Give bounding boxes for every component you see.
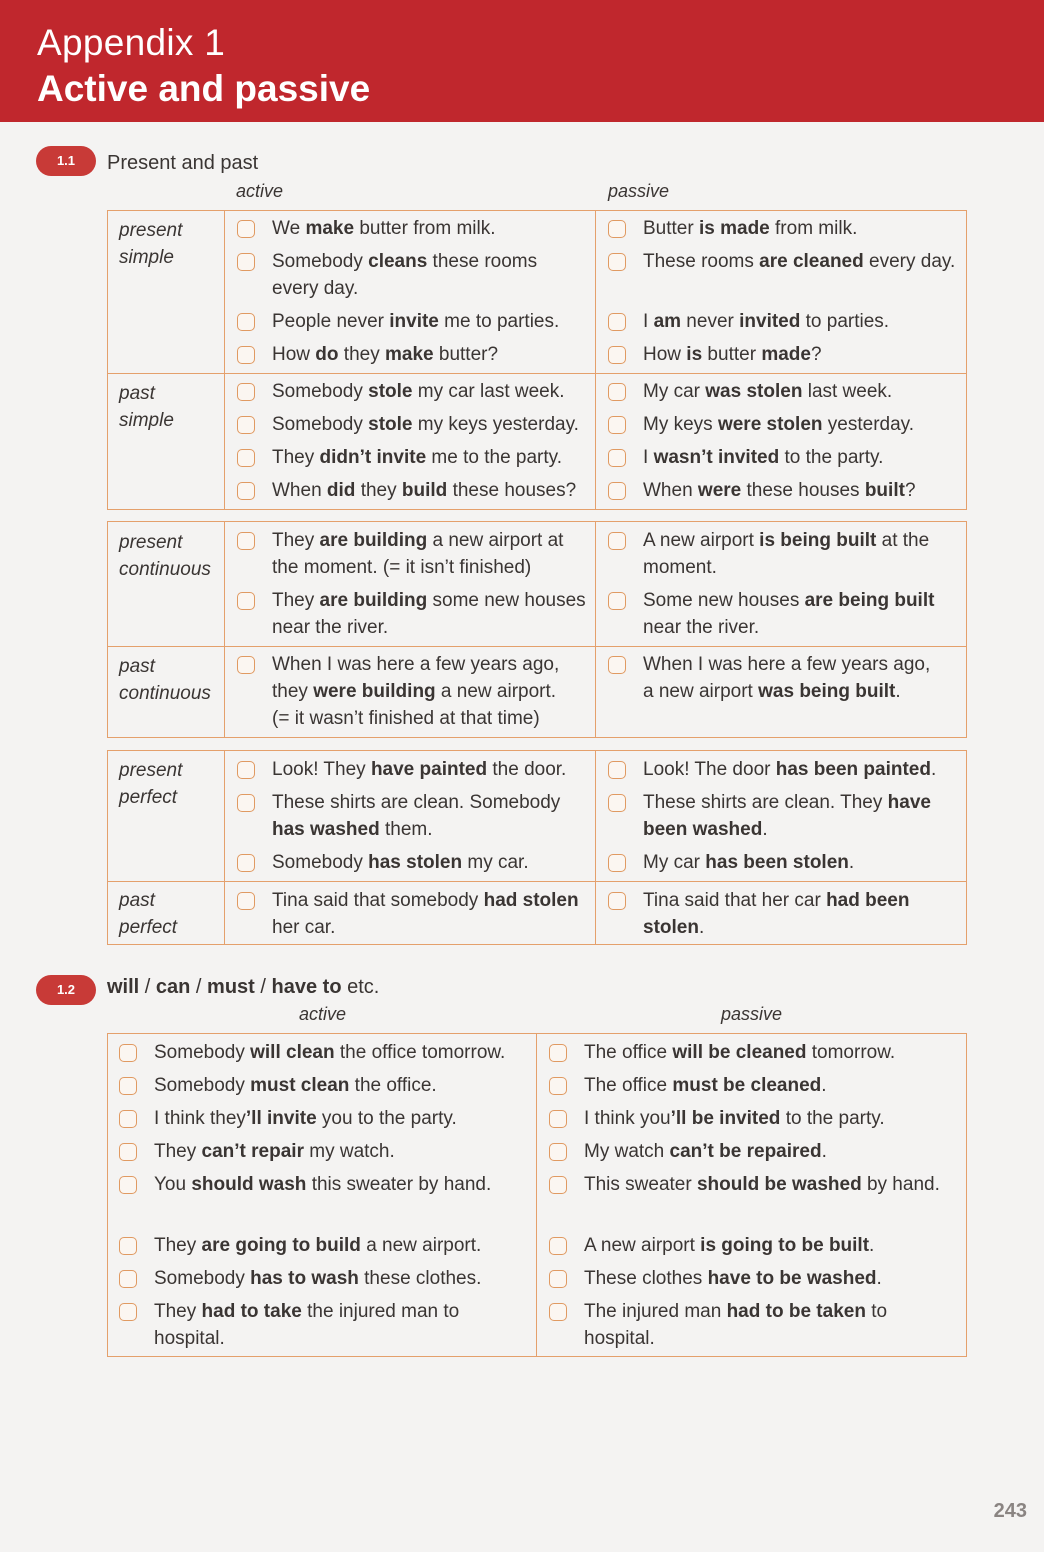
sentence-text: at the moment. xyxy=(643,530,930,578)
verb-form: has been stolen xyxy=(705,852,849,873)
verb-form: are being built xyxy=(804,590,935,611)
sentence-passive xyxy=(584,1072,964,1099)
sentence-passive xyxy=(643,527,951,581)
sentence-passive xyxy=(584,1232,964,1259)
checkbox[interactable] xyxy=(608,854,626,872)
checkbox[interactable] xyxy=(119,1237,137,1255)
checkbox[interactable] xyxy=(237,532,255,550)
verb-form: wasn’t invited xyxy=(653,447,780,468)
sentence-text: Look! The door xyxy=(643,759,776,780)
section-title-1-2: will / can / must / have to etc. xyxy=(107,976,380,998)
checkbox[interactable] xyxy=(119,1110,137,1128)
sentence-text: These shirts are clean. Somebody xyxy=(272,792,561,813)
sentence-text: the office. xyxy=(349,1075,437,1096)
sentence-text: My keys xyxy=(643,414,718,435)
page-header xyxy=(0,0,1044,122)
sentence-text: the injured man to hospital. xyxy=(154,1301,460,1349)
sentence-text: butter xyxy=(702,344,762,365)
verb-form: didn’t invite xyxy=(319,447,427,468)
sentence-text: The office xyxy=(584,1042,673,1063)
sentence-text: . xyxy=(876,1268,882,1289)
sentence-text: . xyxy=(821,1141,827,1162)
verb-form: have been washed xyxy=(643,792,931,840)
sentence-text: These clothes xyxy=(584,1268,708,1289)
sentence-text: A new airport xyxy=(584,1235,701,1256)
sentence-text: Somebody xyxy=(272,251,369,272)
verb-form: make xyxy=(385,344,434,365)
sentence-passive xyxy=(584,1298,914,1352)
checkbox[interactable] xyxy=(549,1110,567,1128)
sentence-text: When I was here a few years ago, they xyxy=(272,654,560,702)
sentence-text: they xyxy=(338,344,385,365)
verb-form: built xyxy=(864,480,905,501)
checkbox[interactable] xyxy=(608,383,626,401)
checkbox[interactable] xyxy=(119,1143,137,1161)
sentence-text: every day. xyxy=(863,251,956,272)
sentence-passive xyxy=(584,1105,964,1132)
sentence-passive xyxy=(643,587,951,641)
sentence-text: ? xyxy=(810,344,822,365)
section-title-1-1: Present and past xyxy=(107,152,259,174)
sentence-text: Somebody xyxy=(154,1042,251,1063)
sentence-passive xyxy=(584,1265,964,1292)
verb-form: was being built xyxy=(758,681,896,702)
sentence-text: Somebody xyxy=(154,1075,251,1096)
verb-form: should wash xyxy=(191,1174,307,1195)
sentence-text: They xyxy=(272,530,320,551)
sentence-passive xyxy=(584,1171,964,1198)
sentence-passive xyxy=(643,341,961,368)
sentence-text: Tina said that her car xyxy=(643,890,827,911)
checkbox[interactable] xyxy=(549,1143,567,1161)
checkbox[interactable] xyxy=(119,1077,137,1095)
verb-form: had to be taken xyxy=(726,1301,866,1322)
verb-form: is made xyxy=(698,218,770,239)
verb-form: cleans xyxy=(368,251,428,272)
checkbox[interactable] xyxy=(608,253,626,271)
checkbox[interactable] xyxy=(237,253,255,271)
sentence-text: Somebody xyxy=(154,1268,251,1289)
tense-label: past continuous xyxy=(119,656,211,704)
verb-form: were xyxy=(697,480,742,501)
sentence-text: to the party. xyxy=(779,447,884,468)
sentence-text: You xyxy=(154,1174,192,1195)
sentence-text: The injured man xyxy=(584,1301,727,1322)
sentence-passive xyxy=(643,849,961,876)
sentence-active xyxy=(272,651,572,732)
sentence-text: When I was here a few years ago, a new airport xyxy=(643,654,931,702)
sentence-text: to parties. xyxy=(800,311,890,332)
checkbox[interactable] xyxy=(237,220,255,238)
verb-form: had to take xyxy=(201,1301,302,1322)
sentence-text: butter? xyxy=(433,344,499,365)
sentence-text: Tina said that somebody xyxy=(272,890,484,911)
checkbox[interactable] xyxy=(119,1044,137,1062)
sentence-text: They xyxy=(154,1235,202,1256)
column-header-active: active xyxy=(299,1004,347,1024)
checkbox[interactable] xyxy=(237,892,255,910)
sentence-text: How xyxy=(643,344,687,365)
sentence-text: My car xyxy=(643,381,706,402)
verb-form: have painted xyxy=(370,759,488,780)
sentence-active xyxy=(272,789,572,843)
checkbox[interactable] xyxy=(237,592,255,610)
verb-form: am xyxy=(653,311,682,332)
sentence-text: my car last week. xyxy=(412,381,565,402)
sentence-text: I think you xyxy=(584,1108,671,1129)
checkbox[interactable] xyxy=(237,383,255,401)
verb-form: should be washed xyxy=(696,1174,862,1195)
sentence-text: A new airport xyxy=(643,530,760,551)
checkbox[interactable] xyxy=(237,449,255,467)
sentence-text: I think they xyxy=(154,1108,246,1129)
verb-form: had stolen xyxy=(483,890,579,911)
verb-form: must be cleaned xyxy=(672,1075,822,1096)
checkbox[interactable] xyxy=(608,482,626,500)
sentence-active xyxy=(154,1171,532,1198)
sentence-text: Somebody xyxy=(272,852,369,873)
verb-form: stole xyxy=(368,381,413,402)
sentence-text: I xyxy=(643,311,654,332)
checkbox[interactable] xyxy=(549,1303,567,1321)
verb-form: do xyxy=(315,344,339,365)
sentence-text: . xyxy=(762,819,768,840)
checkbox[interactable] xyxy=(549,1044,567,1062)
sentence-text: . xyxy=(848,852,855,873)
verb-form: must clean xyxy=(250,1075,350,1096)
sentence-text: butter from milk. xyxy=(354,218,496,239)
sentence-text: these houses? xyxy=(447,480,577,501)
page-title: Active and passive xyxy=(37,68,371,109)
checkbox[interactable] xyxy=(608,656,626,674)
checkbox[interactable] xyxy=(237,794,255,812)
checkbox[interactable] xyxy=(549,1176,567,1194)
sentence-text: a new airport. xyxy=(360,1235,482,1256)
sentence-active xyxy=(272,444,588,471)
sentence-text: the office tomorrow. xyxy=(334,1042,506,1063)
sentence-text: never xyxy=(681,311,740,332)
checkbox[interactable] xyxy=(608,416,626,434)
sentence-passive xyxy=(584,1138,964,1165)
sentence-text: her car. xyxy=(272,917,336,938)
sentence-text: When xyxy=(643,480,698,501)
sentence-text: . xyxy=(821,1075,827,1096)
sentence-text: These rooms xyxy=(643,251,760,272)
verb-form: has washed xyxy=(272,819,380,840)
verb-form: ’ll invite xyxy=(245,1108,317,1129)
verb-form: is xyxy=(686,344,703,365)
verb-form: invite xyxy=(389,311,439,332)
sentence-active xyxy=(272,527,582,581)
sentence-text: some new houses near the river. xyxy=(272,590,586,638)
sentence-active xyxy=(272,477,588,504)
checkbox[interactable] xyxy=(237,656,255,674)
checkbox[interactable] xyxy=(237,346,255,364)
checkbox[interactable] xyxy=(237,854,255,872)
verb-form: ’ll be invited xyxy=(670,1108,781,1129)
section-badge-1-2: 1.2 xyxy=(36,975,96,1005)
column-header-passive: passive xyxy=(721,1004,783,1024)
verb-form: can’t repair xyxy=(201,1141,304,1162)
sentence-text: Look! They xyxy=(272,759,371,780)
sentence-active xyxy=(272,248,562,302)
table-simple xyxy=(107,210,967,510)
verb-form: had been stolen xyxy=(643,890,910,938)
table-continuous xyxy=(107,521,967,738)
checkbox[interactable] xyxy=(119,1270,137,1288)
sentence-text: to the party. xyxy=(780,1108,885,1129)
sentence-text: near the river. xyxy=(643,617,760,638)
sentence-text: from milk. xyxy=(769,218,858,239)
sentence-active xyxy=(272,215,588,242)
sentence-text: How xyxy=(272,344,316,365)
sentence-text: the door. xyxy=(487,759,567,780)
tense-label: past perfect xyxy=(119,890,178,938)
sentence-active xyxy=(272,378,588,405)
sentence-text: a new airport at the moment. (= it isn’t finished) xyxy=(272,530,564,578)
checkbox[interactable] xyxy=(237,482,255,500)
verb-form: will be cleaned xyxy=(672,1042,807,1063)
checkbox[interactable] xyxy=(608,313,626,331)
sentence-active xyxy=(154,1298,484,1352)
verb-form: will clean xyxy=(250,1042,335,1063)
checkbox[interactable] xyxy=(119,1176,137,1194)
checkbox[interactable] xyxy=(608,449,626,467)
sentence-text: Somebody xyxy=(272,381,369,402)
sentence-text: They xyxy=(154,1141,202,1162)
checkbox[interactable] xyxy=(608,794,626,812)
checkbox[interactable] xyxy=(237,313,255,331)
appendix-label: Appendix 1 xyxy=(37,22,226,63)
sentence-text: My watch xyxy=(584,1141,670,1162)
sentence-text: People never xyxy=(272,311,390,332)
sentence-active xyxy=(272,849,590,876)
verb-form: can’t be repaired xyxy=(669,1141,822,1162)
verb-form: has stolen xyxy=(368,852,463,873)
verb-form: stole xyxy=(368,414,413,435)
sentence-passive xyxy=(643,887,933,941)
column-header-active: active xyxy=(236,181,284,201)
verb-form: are building xyxy=(319,530,428,551)
sentence-active xyxy=(154,1138,532,1165)
tense-label: present perfect xyxy=(119,760,183,808)
sentence-active xyxy=(272,341,588,368)
sentence-text: by hand. xyxy=(861,1174,940,1195)
verb-form: invited xyxy=(739,311,801,332)
sentence-text: they xyxy=(355,480,402,501)
sentence-text: a new airport. (= it wasn’t finished at that time) xyxy=(272,681,557,729)
checkbox[interactable] xyxy=(237,416,255,434)
sentence-active xyxy=(272,756,590,783)
sentence-text: this sweater by hand. xyxy=(306,1174,492,1195)
sentence-passive xyxy=(643,477,961,504)
sentence-text: me to parties. xyxy=(438,311,560,332)
sentence-active xyxy=(154,1265,532,1292)
checkbox[interactable] xyxy=(608,220,626,238)
verb-form: are cleaned xyxy=(759,251,864,272)
page-number: 243 xyxy=(993,1500,1027,1522)
sentence-text: yesterday. xyxy=(822,414,915,435)
sentence-passive xyxy=(643,651,943,705)
verb-form: did xyxy=(326,480,356,501)
verb-form: are going to build xyxy=(201,1235,361,1256)
verb-form: has been painted xyxy=(775,759,931,780)
sentence-active xyxy=(154,1105,532,1132)
sentence-text: these rooms every day. xyxy=(272,251,538,299)
sentence-passive xyxy=(643,248,961,275)
checkbox[interactable] xyxy=(608,532,626,550)
sentence-text: these houses xyxy=(741,480,865,501)
checkbox[interactable] xyxy=(608,892,626,910)
sentence-text: . xyxy=(895,681,901,702)
section-badge-1-1: 1.1 xyxy=(36,146,96,176)
verb-form: build xyxy=(401,480,448,501)
sentence-text: my car. xyxy=(462,852,529,873)
sentence-active xyxy=(272,887,590,941)
sentence-text: They xyxy=(154,1301,202,1322)
verb-form: is going to be built xyxy=(700,1235,870,1256)
sentence-text: I xyxy=(643,447,654,468)
sentence-text: Somebody xyxy=(272,414,369,435)
verb-form: were building xyxy=(313,681,436,702)
verb-form: was stolen xyxy=(705,381,803,402)
checkbox[interactable] xyxy=(608,761,626,779)
sentence-text: me to the party. xyxy=(426,447,563,468)
sentence-text: tomorrow. xyxy=(806,1042,896,1063)
sentence-active xyxy=(272,308,588,335)
sentence-passive xyxy=(643,444,961,471)
sentence-passive xyxy=(643,756,961,783)
checkbox[interactable] xyxy=(608,346,626,364)
sentence-text: The office xyxy=(584,1075,673,1096)
sentence-text: . xyxy=(698,917,705,938)
sentence-active xyxy=(154,1072,532,1099)
sentence-text: ? xyxy=(904,480,916,501)
tense-label: present simple xyxy=(119,220,183,268)
sentence-active xyxy=(154,1039,532,1066)
checkbox[interactable] xyxy=(119,1303,137,1321)
sentence-text: Butter xyxy=(643,218,699,239)
tense-label: present continuous xyxy=(119,532,211,580)
tense-label: past simple xyxy=(119,383,174,431)
checkbox[interactable] xyxy=(549,1237,567,1255)
sentence-text: They xyxy=(272,447,320,468)
sentence-passive xyxy=(643,411,961,438)
sentence-text: my keys yesterday. xyxy=(412,414,579,435)
sentence-active xyxy=(154,1232,532,1259)
checkbox[interactable] xyxy=(549,1077,567,1095)
sentence-text: . xyxy=(930,759,937,780)
verb-form: have to be washed xyxy=(707,1268,877,1289)
sentence-text: last week. xyxy=(802,381,893,402)
sentence-text: my watch. xyxy=(303,1141,395,1162)
sentence-passive xyxy=(643,215,961,242)
verb-form: is being built xyxy=(759,530,877,551)
sentence-text: these clothes. xyxy=(358,1268,482,1289)
sentence-text: them. xyxy=(379,819,433,840)
sentence-text: My car xyxy=(643,852,706,873)
checkbox[interactable] xyxy=(549,1270,567,1288)
sentence-text: Some new houses xyxy=(643,590,805,611)
sentence-active xyxy=(272,587,590,641)
sentence-text: . xyxy=(869,1235,875,1256)
verb-form: were stolen xyxy=(717,414,823,435)
verb-form: make xyxy=(305,218,355,239)
verb-form: are building xyxy=(319,590,428,611)
sentence-passive xyxy=(584,1039,964,1066)
verb-form: made xyxy=(761,344,811,365)
sentence-text: We xyxy=(272,218,306,239)
checkbox[interactable] xyxy=(237,761,255,779)
sentence-text: They xyxy=(272,590,320,611)
checkbox[interactable] xyxy=(608,592,626,610)
sentence-text: This sweater xyxy=(584,1174,697,1195)
sentence-text: to hospital. xyxy=(584,1301,888,1349)
table-modals xyxy=(107,1033,967,1357)
table-perfect xyxy=(107,750,967,945)
sentence-active xyxy=(272,411,588,438)
verb-form: has to wash xyxy=(250,1268,359,1289)
sentence-passive xyxy=(643,789,943,843)
column-header-passive: passive xyxy=(608,181,670,201)
sentence-text: When xyxy=(272,480,327,501)
sentence-text: These shirts are clean. They xyxy=(643,792,888,813)
sentence-passive xyxy=(643,308,961,335)
sentence-text: you to the party. xyxy=(316,1108,457,1129)
sentence-passive xyxy=(643,378,961,405)
